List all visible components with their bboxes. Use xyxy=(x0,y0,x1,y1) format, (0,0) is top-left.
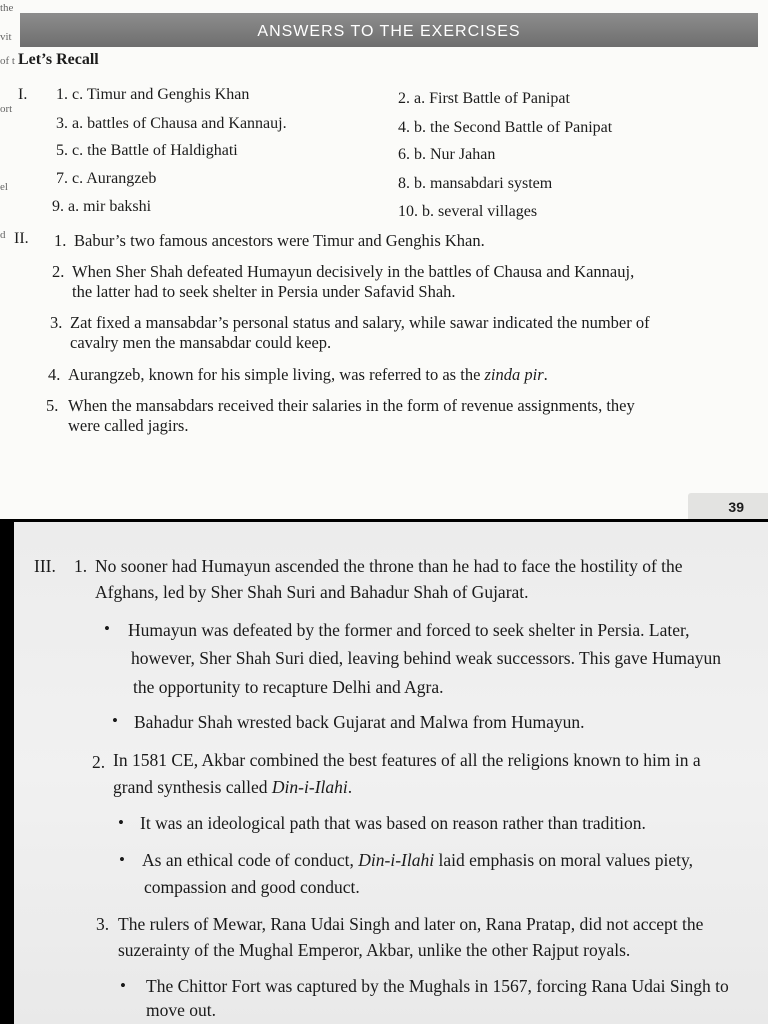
answer-text: In 1581 CE, Akbar combined the best features of all the religions known to him in a xyxy=(113,750,701,770)
answer-number: 3. xyxy=(96,914,110,934)
margin-fragment: of t xyxy=(0,55,15,67)
answer-text: Babur’s two famous ancestors were Timur and Genghis Khan. xyxy=(74,231,485,250)
part-numeral: I. xyxy=(18,86,28,103)
answer-number: 3. xyxy=(50,313,63,332)
short-answer xyxy=(54,231,734,251)
page-number-tab xyxy=(688,493,768,520)
bullet-text: compassion and good conduct. xyxy=(144,877,360,897)
bullet-text: move out. xyxy=(146,1000,216,1020)
mcq-answer: 4. b. the Second Battle of Panipat xyxy=(398,119,613,136)
margin-fragment: ort xyxy=(0,103,13,115)
mcq-answer: 10. b. several villages xyxy=(398,203,538,220)
answer-number: 2. xyxy=(52,262,65,281)
section-heading: Let’s Recall xyxy=(18,51,99,68)
bullet-text: however, Sher Shah Suri died, leaving behind weak successors. This gave Humayun xyxy=(131,648,721,668)
mcq-answer: 2. a. First Battle of Panipat xyxy=(398,90,570,107)
bullet-text-part: laid emphasis on moral values piety, xyxy=(434,850,693,870)
short-answer xyxy=(50,313,750,353)
answer-number: 1. xyxy=(54,231,67,250)
page-edge-shadow xyxy=(0,522,14,1024)
mcq-answer: 8. b. mansabdari system xyxy=(398,175,553,192)
bullet-text-italic: Din-i-Ilahi xyxy=(358,850,435,870)
bullet-icon: • xyxy=(118,813,124,832)
short-answer xyxy=(48,365,748,385)
answer-text-part: . xyxy=(543,365,548,384)
bullet-icon: • xyxy=(104,619,110,638)
mcq-answer: 1. c. Timur and Genghis Khan xyxy=(56,86,250,103)
answer-text: the latter had to seek shelter in Persia under Safavid Shah. xyxy=(72,282,456,301)
bullet-text-part: As an ethical code of conduct, xyxy=(142,850,359,870)
short-answer xyxy=(46,396,756,436)
part-numeral: III. xyxy=(34,556,56,576)
answer-text xyxy=(48,365,748,385)
page-number: 39 xyxy=(728,499,744,515)
answer-text: Afghans, led by Sher Shah Suri and Bahadur Shah of Gujarat. xyxy=(95,582,529,602)
answer-number: 2. xyxy=(92,752,106,772)
answer-text: suzerainty of the Mughal Emperor, Akbar, unlike the other Rajput royals. xyxy=(118,940,631,960)
answer-text-part: . xyxy=(347,777,353,797)
answer-number: 1. xyxy=(74,556,88,576)
bullet-text: Humayun was defeated by the former and forced to seek shelter in Persia. Later, xyxy=(128,620,690,640)
answer-text: When Sher Shah defeated Humayun decisively in the battles of Chausa and Kannauj, xyxy=(72,262,635,281)
answer-text-part: grand synthesis called xyxy=(113,777,272,797)
answer-text-part: Aurangzeb, known for his simple living, was referred to as the xyxy=(68,365,485,384)
bullet-text: The Chittor Fort was captured by the Mughals in 1567, forcing Rana Udai Singh to xyxy=(146,976,729,996)
mcq-answer: 6. b. Nur Jahan xyxy=(398,146,496,163)
margin-fragment: el xyxy=(0,181,8,193)
answer-text-italic: Din-i-Ilahi xyxy=(271,777,348,797)
mcq-answer: 9. a. mir bakshi xyxy=(52,198,152,215)
answer-text: When the mansabdars received their salaries in the form of revenue assignments, they xyxy=(68,396,635,415)
part-numeral: II. xyxy=(14,230,29,247)
answer-text: cavalry men the mansabdar could keep. xyxy=(70,333,332,352)
answer-text: The rulers of Mewar, Rana Udai Singh and later on, Rana Pratap, did not accept the xyxy=(118,914,704,934)
bullet-text: It was an ideological path that was based on reason rather than tradition. xyxy=(140,813,646,833)
mcq-answer: 3. a. battles of Chausa and Kannauj. xyxy=(56,115,287,132)
bullet-text xyxy=(142,848,693,872)
bullet-text: Bahadur Shah wrested back Gujarat and Malwa from Humayun. xyxy=(134,712,585,732)
page-title: ANSWERS TO THE EXERCISES xyxy=(257,23,521,40)
answer-text: No sooner had Humayun ascended the throne than he had to face the hostility of the xyxy=(95,556,683,576)
mcq-answer: 5. c. the Battle of Haldighati xyxy=(56,142,238,159)
margin-fragment: vit xyxy=(0,31,12,43)
bullet-icon: • xyxy=(112,711,118,730)
bullet-icon: • xyxy=(119,850,125,869)
margin-fragment: d xyxy=(0,229,6,241)
answer-text-italic: zinda pir xyxy=(484,365,544,384)
answer-text: were called jagirs. xyxy=(68,416,189,435)
answer-page-bottom xyxy=(0,522,768,1024)
answer-text xyxy=(113,775,352,799)
mcq-answer: 7. c. Aurangzeb xyxy=(56,170,157,187)
short-answer xyxy=(52,262,742,302)
answer-number: 5. xyxy=(46,396,59,415)
header-bar xyxy=(20,13,758,47)
bullet-icon: • xyxy=(120,976,126,995)
answer-text: Zat fixed a mansabdar’s personal status and salary, while sawar indicated the number of xyxy=(70,313,650,332)
bullet-text: the opportunity to recapture Delhi and Agra. xyxy=(133,677,444,697)
margin-fragment: the xyxy=(0,2,14,14)
answer-number: 4. xyxy=(48,365,61,384)
